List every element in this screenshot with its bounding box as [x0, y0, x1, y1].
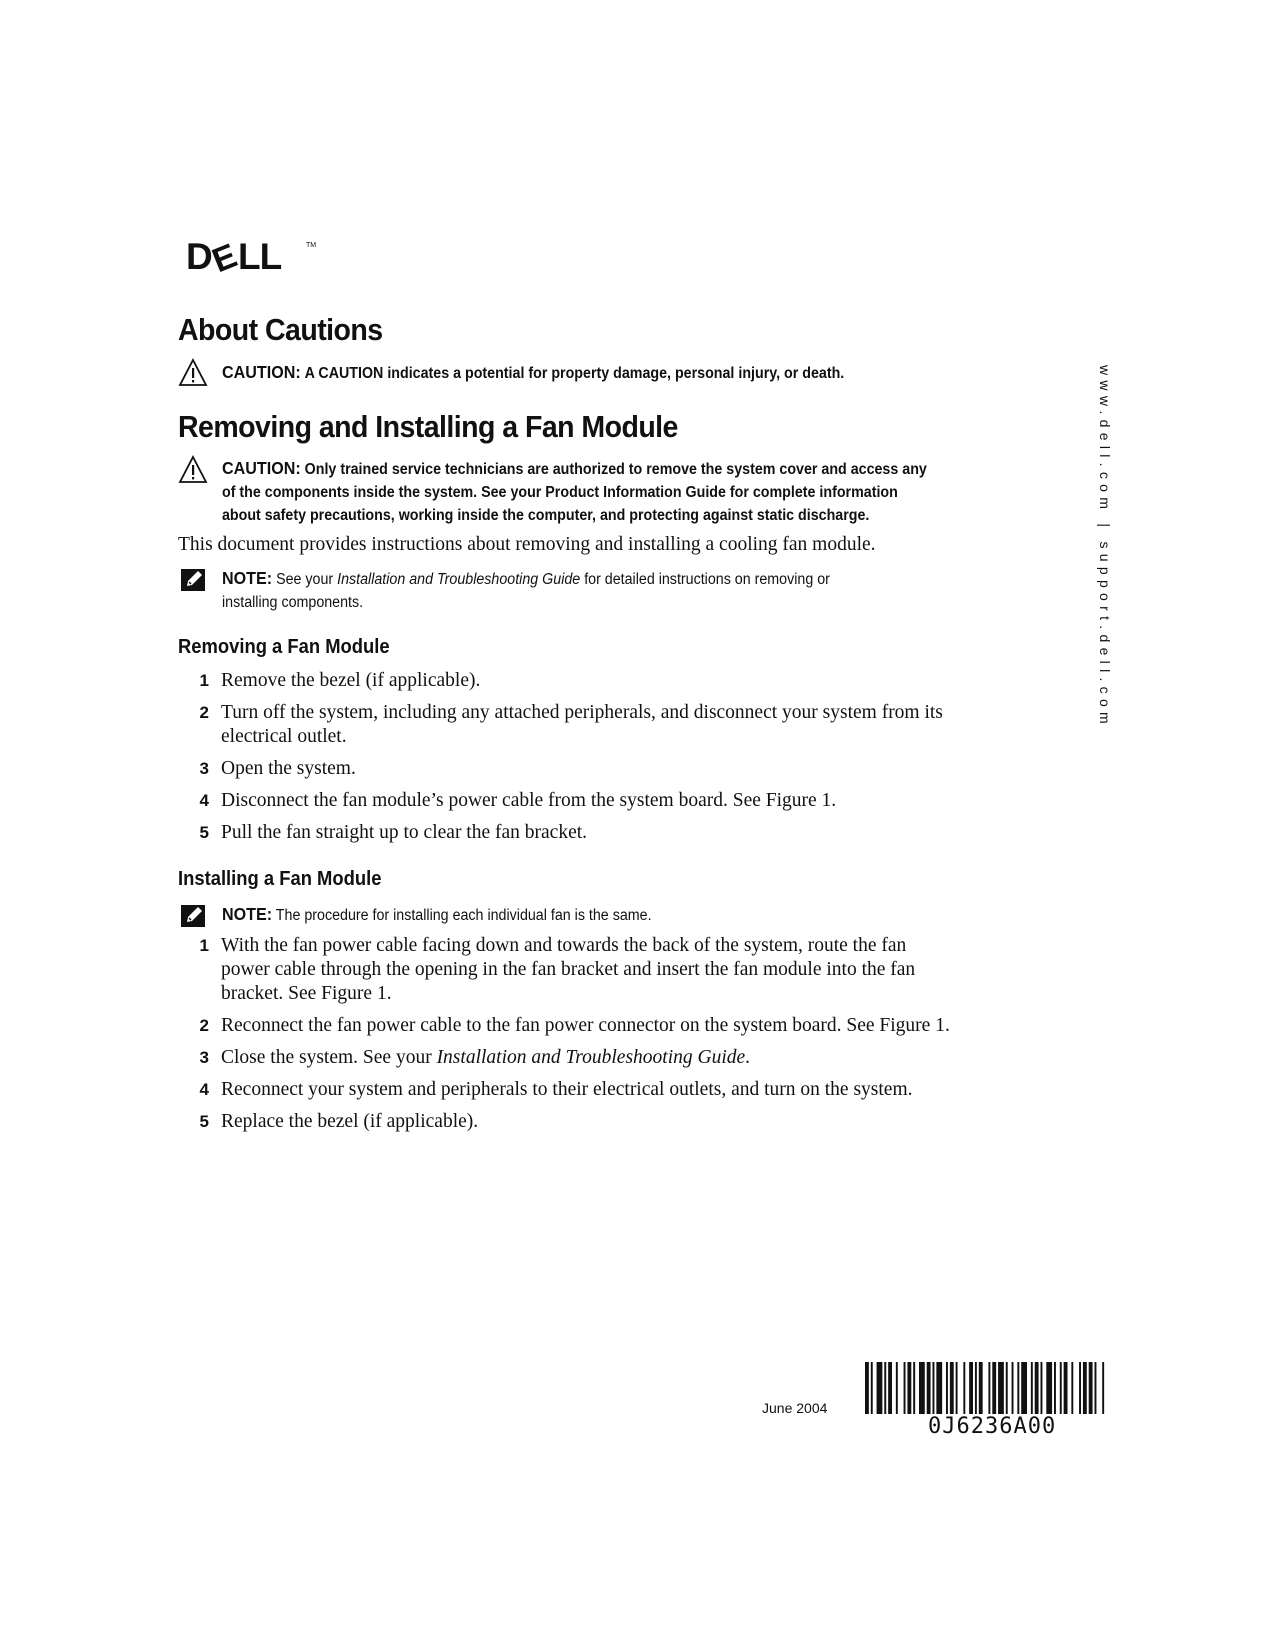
sidebar-url: www.dell.com | support.dell.com — [1097, 365, 1113, 730]
dell-logo — [186, 238, 326, 280]
list-item — [199, 1078, 950, 1102]
svg-text:E: E — [206, 238, 243, 280]
step-text-post: . — [745, 1047, 751, 1068]
note-label: NOTE: — [222, 904, 273, 924]
svg-text:LL: LL — [238, 238, 282, 277]
step-text: Replace the bezel (if applicable). — [221, 1111, 479, 1132]
note-text: The procedure for installing each individual fan is the same. — [275, 907, 652, 924]
caution-line-3: about safety precautions, working inside the computer, and protecting against static discharge. — [222, 507, 870, 524]
list-item — [199, 789, 943, 813]
step-text: Reconnect your system and peripherals to their electrical outlets, and turn on the system. — [221, 1079, 913, 1100]
step-number: 1 — [199, 671, 209, 690]
step-number: 5 — [199, 1112, 209, 1131]
list-item — [199, 669, 943, 693]
step-text: Pull the fan straight up to clear the fan bracket. — [221, 822, 588, 843]
step-number: 3 — [199, 1048, 209, 1067]
step-text: power cable through the opening in the fan bracket and insert the fan module into the fan — [221, 959, 916, 980]
step-number: 2 — [199, 1016, 209, 1035]
caution-line-2: of the components inside the system. See your Product Information Guide for complete information — [222, 484, 898, 501]
step-number: 3 — [199, 759, 209, 778]
about-cautions-heading: About Cautions — [178, 312, 383, 347]
note-guide-title: Installation and Troubleshooting Guide — [337, 571, 581, 588]
installing-note — [222, 903, 652, 927]
step-text: Open the system. — [221, 758, 356, 779]
guide-title: Installation and Troubleshooting Guide — [436, 1047, 746, 1068]
caution-triangle-icon — [178, 455, 208, 485]
caution-text: A CAUTION indicates a potential for property damage, personal injury, or death. — [304, 365, 845, 382]
list-item — [199, 934, 950, 1006]
step-number: 1 — [199, 936, 209, 955]
step-number: 4 — [199, 791, 209, 810]
note-text-pre: See your — [276, 571, 334, 588]
step-number: 4 — [199, 1080, 209, 1099]
note-text-post: for detailed instructions on removing or — [584, 571, 830, 588]
step-text: Reconnect the fan power cable to the fan power connector on the system board. See Figure 1. — [221, 1015, 950, 1036]
caution-line-1: Only trained service technicians are authorized to remove the system cover and access any — [304, 461, 927, 478]
list-item — [199, 1046, 950, 1070]
caution-label: CAUTION: — [222, 458, 301, 478]
step-number: 2 — [199, 703, 209, 722]
caution-label: CAUTION: — [222, 362, 301, 382]
main-note — [222, 567, 830, 614]
list-item — [199, 701, 943, 749]
installing-heading: Installing a Fan Module — [178, 868, 382, 890]
svg-text:D: D — [186, 238, 212, 277]
step-text — [221, 1046, 950, 1070]
about-caution-notice — [222, 361, 844, 385]
page-title: Removing and Installing a Fan Module — [178, 409, 678, 444]
trademark-mark: TM — [306, 242, 317, 249]
list-item — [199, 1014, 950, 1038]
step-text-pre: Close the system. See your — [221, 1047, 432, 1068]
note-pencil-icon — [180, 567, 210, 597]
list-item — [199, 1110, 950, 1134]
main-caution-notice — [222, 457, 927, 527]
list-item — [199, 821, 943, 845]
step-text: Remove the bezel (if applicable). — [221, 670, 481, 691]
step-number: 5 — [199, 823, 209, 842]
removing-heading: Removing a Fan Module — [178, 636, 390, 658]
intro-paragraph: This document provides instructions about removing and installing a cooling fan module. — [178, 534, 876, 555]
list-item — [199, 757, 943, 781]
step-text: Turn off the system, including any attached peripherals, and disconnect your system from its — [221, 702, 943, 723]
part-number: 0J6236A00 — [928, 1414, 1057, 1439]
step-text: Disconnect the fan module’s power cable from the system board. See Figure 1. — [221, 790, 837, 811]
publication-date: June 2004 — [762, 1400, 828, 1416]
step-text: bracket. See Figure 1. — [221, 983, 392, 1004]
step-text: electrical outlet. — [221, 726, 347, 747]
note-line-2: installing components. — [222, 594, 364, 611]
barcode — [865, 1362, 1108, 1414]
note-label: NOTE: — [222, 568, 273, 588]
step-text: With the fan power cable facing down and towards the back of the system, route the fan — [221, 935, 907, 956]
caution-triangle-icon — [178, 358, 208, 388]
note-pencil-icon — [180, 903, 210, 933]
